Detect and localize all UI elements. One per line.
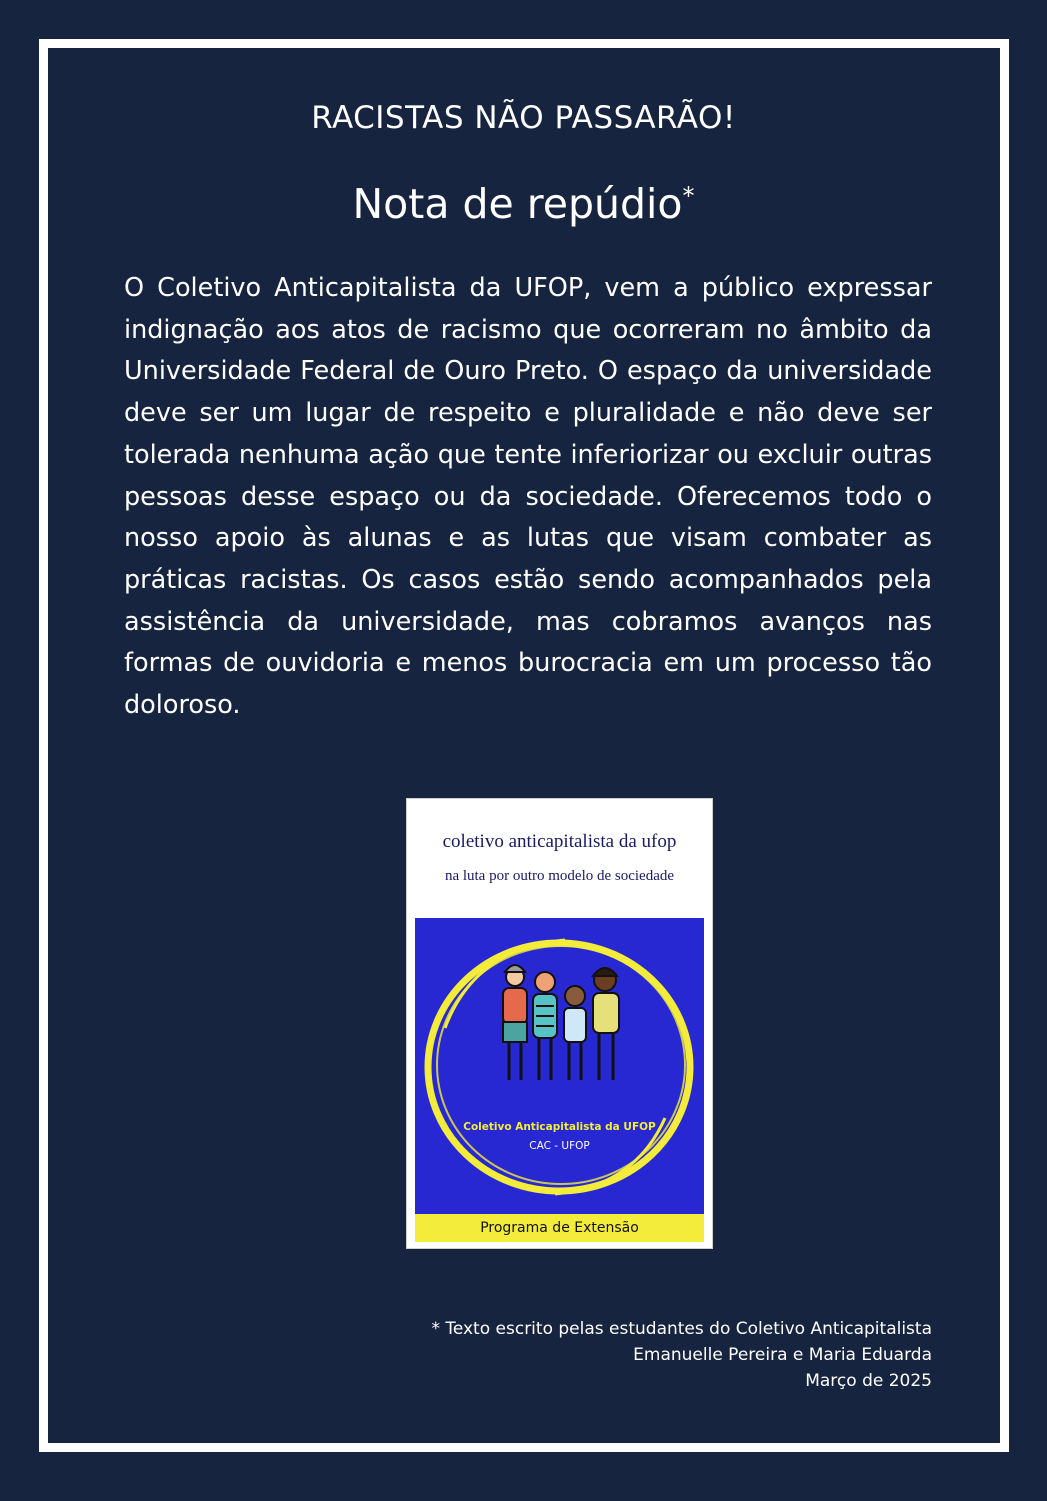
poster-tagline: na luta por outro modelo de sociedade bbox=[444, 868, 675, 884]
poster-header bbox=[415, 807, 704, 918]
subtitle-text: Nota de repúdio bbox=[352, 180, 683, 228]
subtitle bbox=[0, 180, 1047, 228]
footnote-line-authors: Emanuelle Pereira e Maria Eduarda bbox=[633, 1345, 932, 1365]
footnote bbox=[431, 1316, 932, 1394]
headline: RACISTAS NÃO PASSARÃO! bbox=[311, 100, 736, 136]
poster-footer: Programa de Extensão bbox=[415, 1214, 704, 1242]
subtitle-footnote-mark: * bbox=[682, 182, 695, 210]
circle-emblem-icon bbox=[415, 918, 704, 1214]
emblem-name: Coletivo Anticapitalista da UFOP bbox=[463, 1121, 656, 1133]
people-group-icon bbox=[503, 965, 619, 1080]
footnote-line-author-group: * Texto escrito pelas estudantes do Coletivo Anticapitalista bbox=[431, 1319, 932, 1339]
footnote-line-date: Março de 2025 bbox=[805, 1371, 932, 1391]
emblem-acronym: CAC - UFOP bbox=[529, 1140, 590, 1152]
poster-image bbox=[406, 798, 713, 1249]
poster-emblem-area bbox=[415, 918, 704, 1214]
poster-title: coletivo anticapitalista da ufop bbox=[442, 831, 677, 852]
body-paragraph: O Coletivo Anticapitalista da UFOP, vem a público expressar indignação aos atos de racismo que ocorreram no âmbito da Universidade Federal de Ouro Preto. O espaço da universidade deve ser um lugar de respeito e pluralidade e não deve ser tolerada nenhuma ação que tente inferiorizar ou excluir outras pessoas desse espaço ou da sociedade. Oferecemos todo o nosso apoio às alunas e as lutas que visam combater as práticas racistas. Os casos estão sendo acompanhados pela assistência da universidade, mas cobramos avanços nas formas de ouvidoria e menos burocracia em um processo tão doloroso. bbox=[124, 273, 932, 721]
